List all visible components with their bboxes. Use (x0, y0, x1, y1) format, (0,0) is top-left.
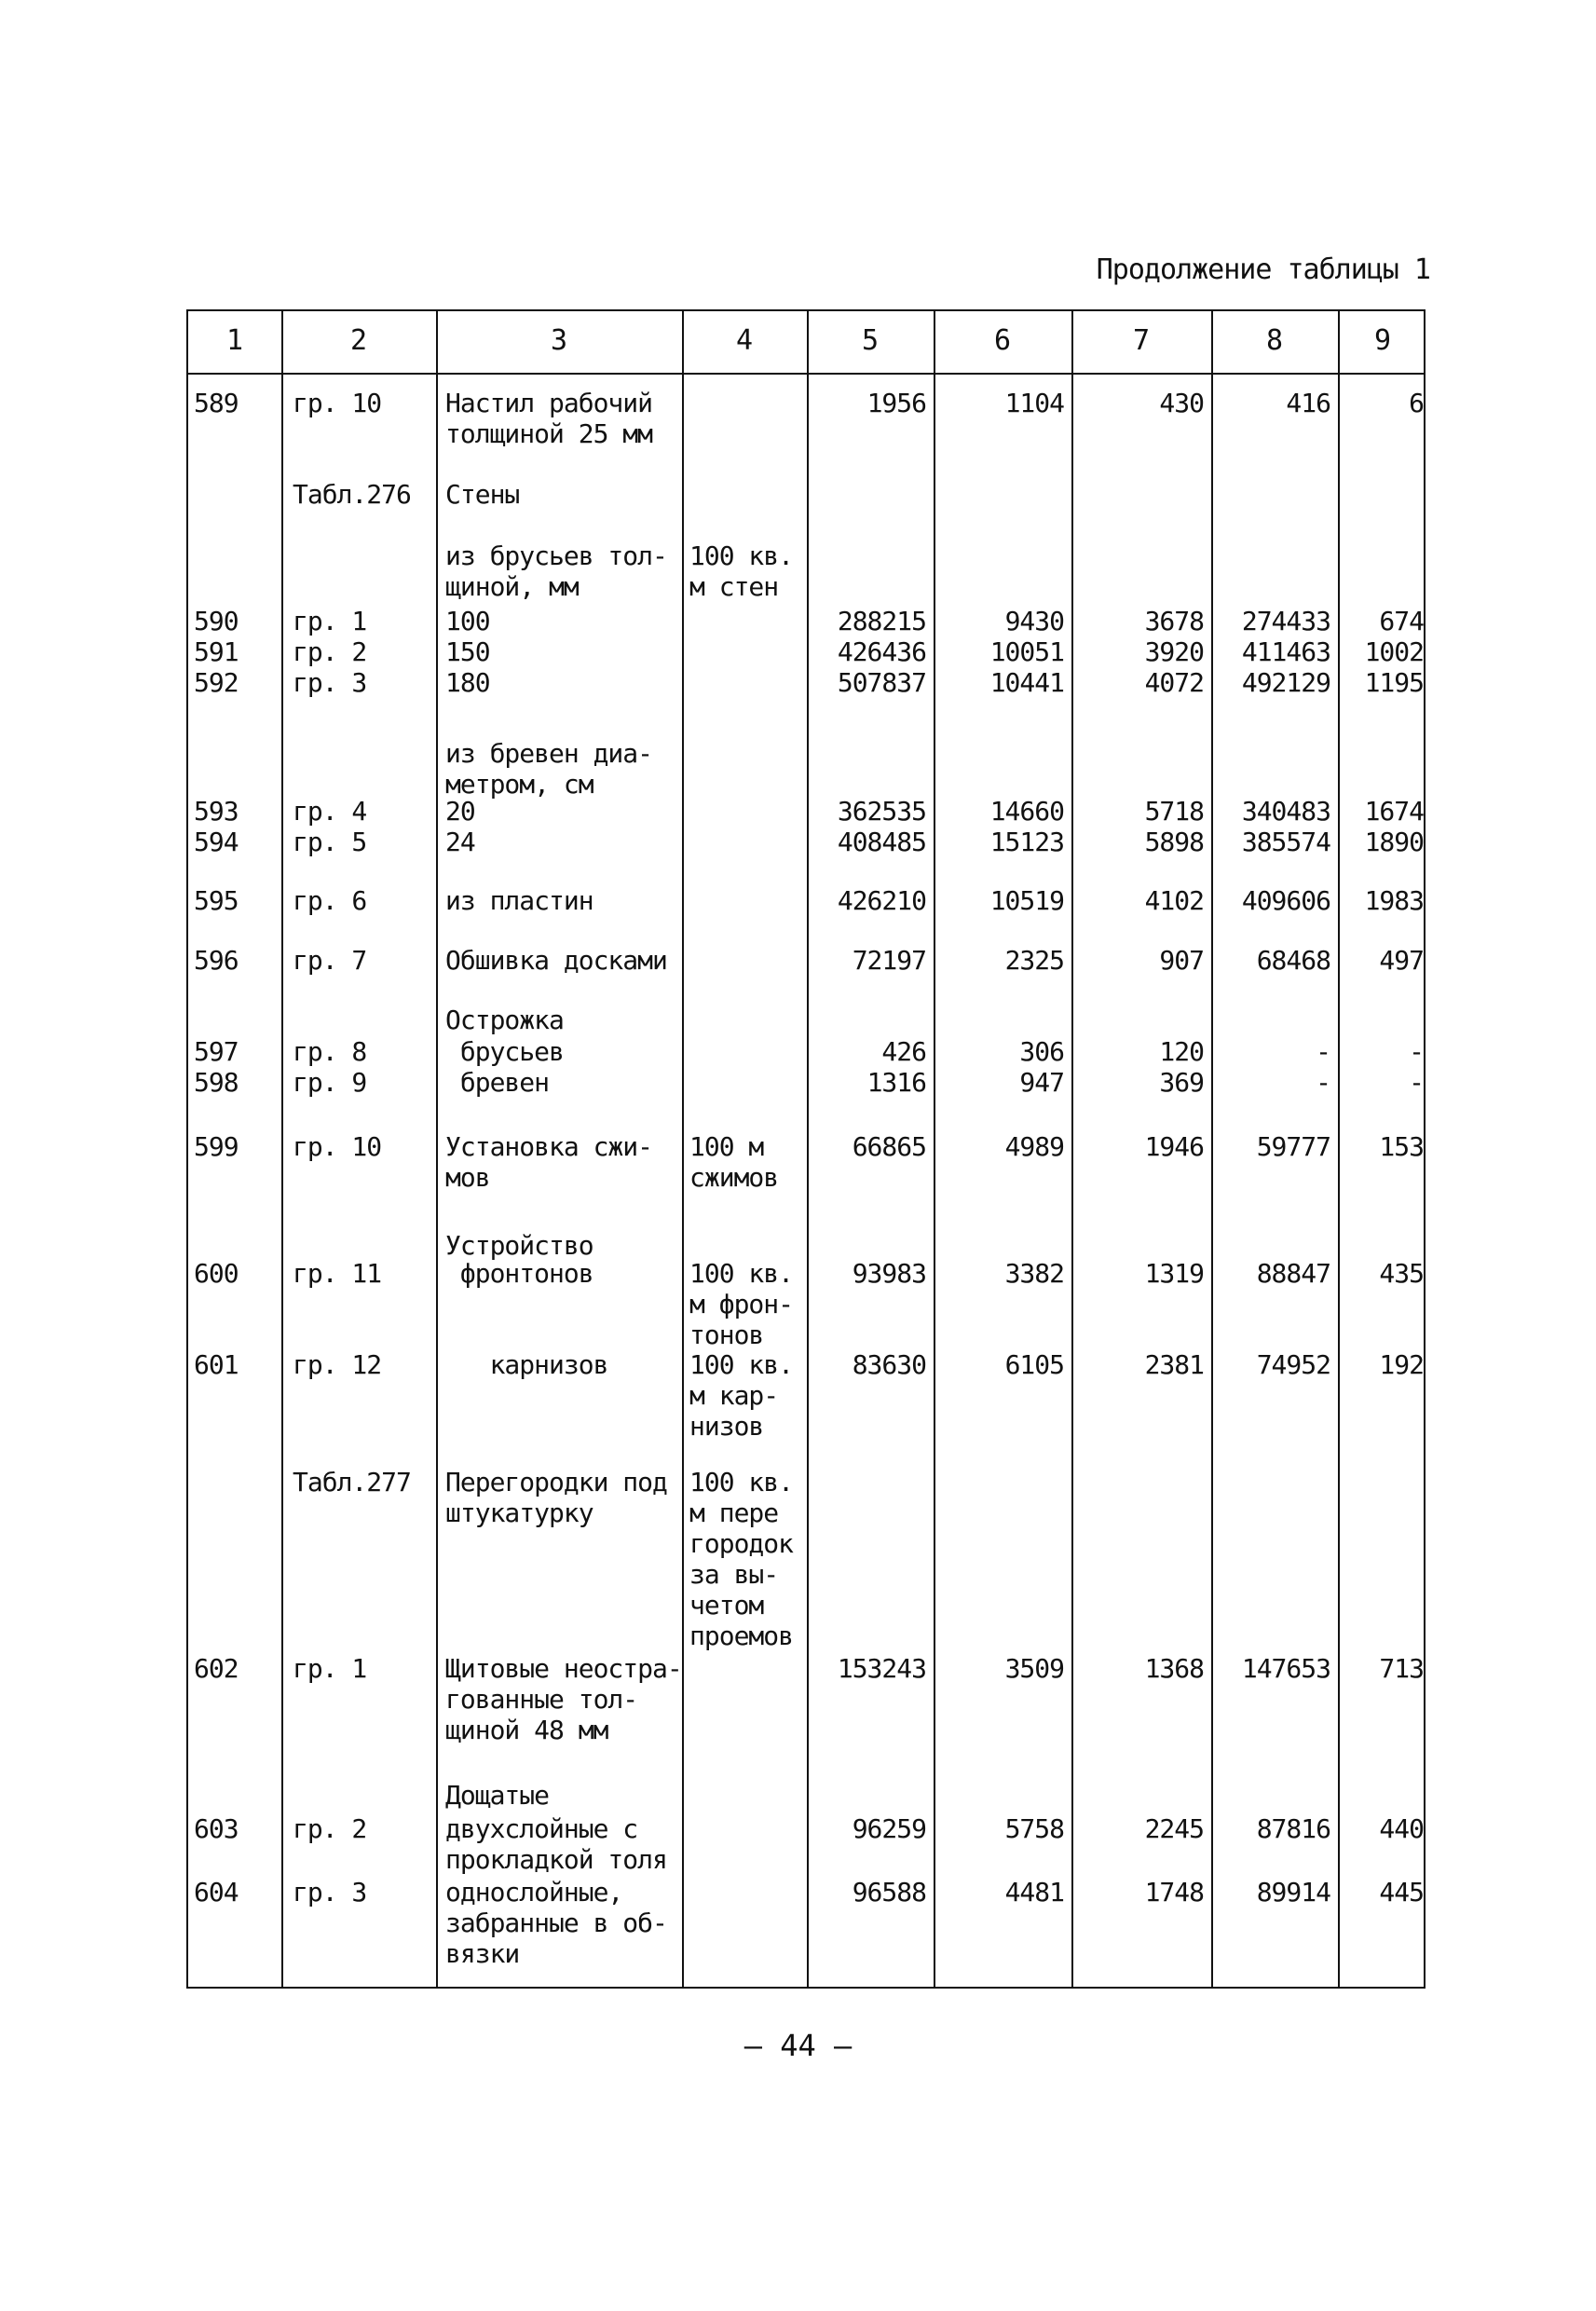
cell-col-6: 10519 (989, 885, 1064, 916)
cell-col-6: 9430 10051 10441 (989, 606, 1064, 698)
cell-col-5: 96259 (852, 1813, 926, 1844)
cell-col-2: гр. 8 гр. 9 (293, 1036, 367, 1098)
cell-col-7: 1319 (1144, 1258, 1204, 1289)
cell-col-8: 59777 (1256, 1131, 1330, 1162)
header-col-8: 8 (1265, 324, 1284, 357)
cell-col-3: фронтонов (445, 1258, 593, 1289)
table-caption: Продолжение таблицы 1 (1096, 253, 1430, 286)
cell-col-9: 435 (1379, 1258, 1424, 1289)
cell-col-8: 274433 411463 492129 (1241, 606, 1330, 698)
header-col-4: 4 (735, 324, 754, 357)
cell-col-9: 674 1002 1195 (1364, 606, 1424, 698)
cell-col-8: 89914 (1256, 1877, 1330, 1908)
page-number: – 44 – (743, 2028, 853, 2063)
cell-col-9: 1983 (1364, 885, 1424, 916)
header-col-1: 1 (225, 324, 244, 357)
cell-col-9: 1674 1890 (1364, 796, 1424, 857)
cell-col-2: гр. 4 гр. 5 (293, 796, 367, 857)
cell-col-1: 596 (194, 945, 239, 976)
col-divider (807, 311, 809, 1987)
cell-col-5: 362535 408485 (837, 796, 926, 857)
cell-col-4: 100 м сжимов (689, 1131, 779, 1193)
cell-col-4: 100 кв. м кар- низов (689, 1349, 794, 1442)
cell-col-1: 599 (194, 1131, 239, 1162)
cell-col-7: 430 (1159, 388, 1204, 418)
header-col-2: 2 (349, 324, 368, 357)
cell-col-6: 14660 15123 (989, 796, 1064, 857)
cell-col-4: 100 кв. м фрон- тонов (689, 1258, 794, 1350)
cell-col-4: 100 кв. м стен (689, 540, 794, 602)
cell-col-4: 100 кв. м пере городок за вы- четом проемов (689, 1467, 794, 1651)
cell-col-3: Устройство (445, 1230, 593, 1261)
cell-col-9: 153 (1379, 1131, 1424, 1162)
cell-col-6: 3382 (1004, 1258, 1064, 1289)
cell-col-9: 497 (1379, 945, 1424, 976)
cell-col-1: 604 (194, 1877, 239, 1908)
cell-col-5: 153243 (837, 1653, 926, 1684)
header-col-9: 9 (1373, 324, 1392, 357)
cell-col-5: 426 1316 (866, 1036, 926, 1098)
cell-col-7: 1748 (1144, 1877, 1204, 1908)
cell-col-6: 6105 (1004, 1349, 1064, 1380)
cell-col-9: 6 (1409, 388, 1424, 418)
cell-col-2: гр. 12 (293, 1349, 382, 1380)
cell-col-2: гр. 10 (293, 388, 382, 418)
header-col-6: 6 (993, 324, 1012, 357)
cell-col-1: 590 591 592 (194, 606, 239, 698)
header-col-3: 3 (550, 324, 568, 357)
cell-col-8: 74952 (1256, 1349, 1330, 1380)
cell-col-7: 2245 (1144, 1813, 1204, 1844)
cell-col-7: 3678 3920 4072 (1144, 606, 1204, 698)
cell-col-3: из пластин (445, 885, 593, 916)
cell-col-3: Дощатые (445, 1780, 550, 1811)
cell-col-3: Стены (445, 479, 520, 510)
cell-col-3: брусьев бревен (459, 1036, 564, 1098)
cell-col-9: 445 (1379, 1877, 1424, 1908)
col-divider (281, 311, 283, 1987)
cell-col-5: 66865 (852, 1131, 926, 1162)
cell-col-6: 2325 (1004, 945, 1064, 976)
cell-col-1: 602 (194, 1653, 239, 1684)
col-divider (682, 311, 684, 1987)
cell-col-7: 907 (1159, 945, 1204, 976)
cell-col-5: 426210 (837, 885, 926, 916)
col-divider (436, 311, 438, 1987)
cell-col-3: Обшивка досками (445, 945, 667, 976)
cell-col-9: 440 (1379, 1813, 1424, 1844)
cell-col-6: 4481 (1004, 1877, 1064, 1908)
cell-col-2: Табл.276 (293, 479, 411, 510)
cell-col-5: 93983 (852, 1258, 926, 1289)
cell-col-1: 595 (194, 885, 239, 916)
cell-col-2: гр. 1 (293, 1653, 367, 1684)
cell-col-1: 597 598 (194, 1036, 239, 1098)
cell-col-8: 409606 (1241, 885, 1330, 916)
cell-col-6: 4989 (1004, 1131, 1064, 1162)
cell-col-3: карнизов (445, 1349, 608, 1380)
cell-col-7: 4102 (1144, 885, 1204, 916)
cell-col-1: 593 594 (194, 796, 239, 857)
cell-col-3: Установка сжи- мов (445, 1131, 653, 1193)
cell-col-3: 20 24 (445, 796, 475, 857)
cell-col-8: 88847 (1256, 1258, 1330, 1289)
cell-col-3: из брусьев тол- щиной, мм (445, 540, 667, 602)
col-divider (1211, 311, 1213, 1987)
cell-col-2: гр. 1 гр. 2 гр. 3 (293, 606, 367, 698)
cell-col-6: 5758 (1004, 1813, 1064, 1844)
cell-col-2: гр. 7 (293, 945, 367, 976)
cell-col-7: 1368 (1144, 1653, 1204, 1684)
cell-col-8: 87816 (1256, 1813, 1330, 1844)
col-divider (934, 311, 935, 1987)
cell-col-8: 416 (1286, 388, 1330, 418)
cell-col-5: 1956 (866, 388, 926, 418)
cell-col-5: 72197 (852, 945, 926, 976)
cell-col-1: 600 (194, 1258, 239, 1289)
cell-col-3: Настил рабочий толщиной 25 мм (445, 388, 653, 449)
cell-col-6: 3509 (1004, 1653, 1064, 1684)
data-table (186, 309, 1425, 1989)
cell-col-8: - - (1316, 1036, 1330, 1098)
header-col-5: 5 (861, 324, 880, 357)
col-divider (1071, 311, 1073, 1987)
cell-col-1: 589 (194, 388, 239, 418)
cell-col-3: 100 150 180 (445, 606, 490, 698)
cell-col-2: гр. 6 (293, 885, 367, 916)
cell-col-7: 2381 (1144, 1349, 1204, 1380)
cell-col-7: 120 369 (1159, 1036, 1204, 1098)
cell-col-5: 83630 (852, 1349, 926, 1380)
header-col-7: 7 (1132, 324, 1151, 357)
cell-col-7: 5718 5898 (1144, 796, 1204, 857)
cell-col-1: 603 (194, 1813, 239, 1844)
cell-col-8: 147653 (1241, 1653, 1330, 1684)
cell-col-2: Табл.277 (293, 1467, 411, 1497)
cell-col-3: Перегородки под штукатурку (445, 1467, 667, 1528)
cell-col-2: гр. 11 (293, 1258, 382, 1289)
cell-col-9: 192 (1379, 1349, 1424, 1380)
cell-col-8: 68468 (1256, 945, 1330, 976)
cell-col-8: 340483 385574 (1241, 796, 1330, 857)
cell-col-3: из бревен диа- метром, см (445, 738, 653, 800)
cell-col-7: 1946 (1144, 1131, 1204, 1162)
cell-col-5: 288215 426436 507837 (837, 606, 926, 698)
cell-col-3: Острожка (445, 1005, 564, 1035)
cell-col-2: гр. 3 (293, 1877, 367, 1908)
cell-col-3: однослойные, забранные в об- вязки (445, 1877, 667, 1969)
cell-col-9: - - (1409, 1036, 1424, 1098)
cell-col-6: 306 947 (1019, 1036, 1064, 1098)
col-divider (1338, 311, 1340, 1987)
header-divider (188, 373, 1424, 375)
cell-col-5: 96588 (852, 1877, 926, 1908)
cell-col-6: 1104 (1004, 388, 1064, 418)
cell-col-2: гр. 2 (293, 1813, 367, 1844)
cell-col-3: Щитовые неостра- гованные тол- щиной 48 мм (445, 1653, 682, 1745)
cell-col-9: 713 (1379, 1653, 1424, 1684)
cell-col-1: 601 (194, 1349, 239, 1380)
cell-col-2: гр. 10 (293, 1131, 382, 1162)
cell-col-3: двухслойные с прокладкой толя (445, 1813, 667, 1875)
